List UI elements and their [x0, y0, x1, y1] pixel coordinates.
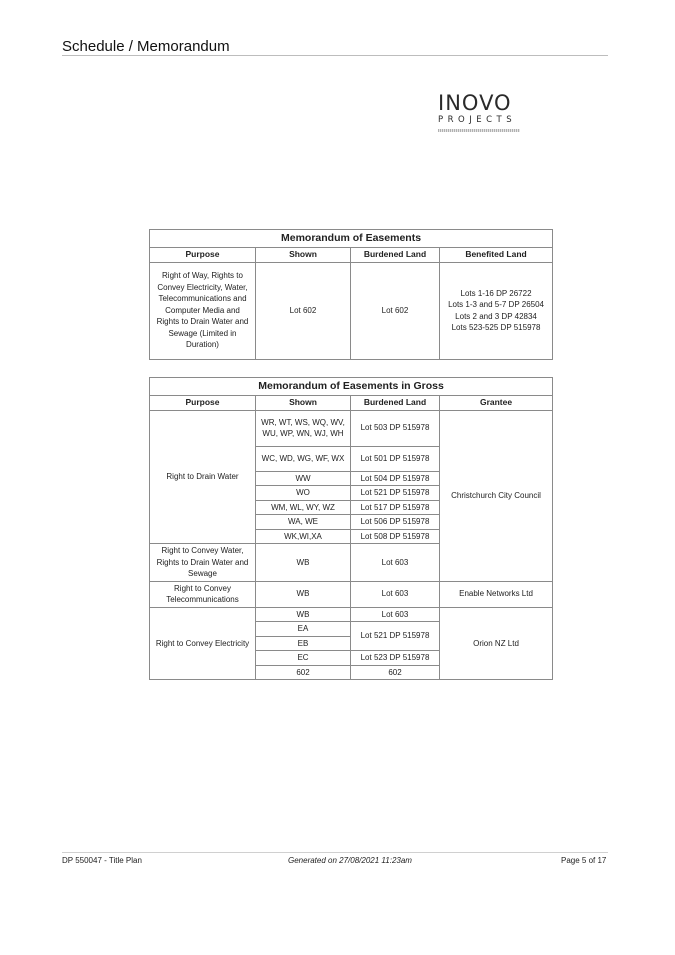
easements-table-title: Memorandum of Easements — [150, 230, 553, 248]
benefited-line: Lots 523-525 DP 515978 — [451, 323, 541, 332]
col-header-purpose: Purpose — [150, 248, 256, 263]
footer-generated-date: Generated on 27/08/2021 11:23am — [288, 856, 412, 865]
cell-burdened-land: Lot 517 DP 515978 — [351, 500, 440, 515]
easements-in-gross-title: Memorandum of Easements in Gross — [150, 378, 553, 396]
cell-shown: 602 — [256, 665, 351, 680]
cell-purpose: Right to Convey Electricity — [150, 607, 256, 680]
easements-table — [149, 229, 553, 360]
cell-shown: WB — [256, 607, 351, 622]
logo-bar — [438, 129, 520, 132]
logo-wordmark: INOVO — [438, 91, 512, 115]
cell-shown: WM, WL, WY, WZ — [256, 500, 351, 515]
cell-shown: WK,WI,XA — [256, 529, 351, 544]
page-header-title: Schedule / Memorandum — [62, 38, 230, 55]
cell-shown: WO — [256, 486, 351, 501]
col-header-grantee: Grantee — [440, 396, 553, 411]
col-header-shown: Shown — [256, 248, 351, 263]
cell-purpose: Right to Convey Water, Rights to Drain Water and Sewage — [150, 544, 256, 582]
cell-shown: WC, WD, WG, WF, WX — [256, 446, 351, 471]
cell-burdened-land: Lot 521 DP 515978 — [351, 622, 440, 651]
cell-shown: WW — [256, 471, 351, 486]
cell-grantee: Orion NZ Ltd — [440, 607, 553, 680]
cell-burdened-land: Lot 504 DP 515978 — [351, 471, 440, 486]
footer-page-number: Page 5 of 17 — [561, 856, 607, 865]
benefited-line: Lots 1-3 and 5-7 DP 26504 — [448, 300, 544, 309]
cell-burdened-land: Lot 508 DP 515978 — [351, 529, 440, 544]
table-row — [150, 262, 553, 359]
cell-shown: WB — [256, 581, 351, 607]
col-header-burdened-land: Burdened Land — [351, 396, 440, 411]
table-row — [150, 410, 553, 446]
table-row — [150, 607, 553, 622]
cell-burdened-land: Lot 603 — [351, 581, 440, 607]
benefited-line: Lots 1-16 DP 26722 — [460, 288, 532, 298]
logo-subtitle: PROJECTS — [438, 115, 517, 125]
cell-shown: EC — [256, 651, 351, 666]
cell-burdened-land: Lot 506 DP 515978 — [351, 515, 440, 530]
cell-burdened-land: 602 — [351, 665, 440, 680]
cell-burdened-land: Lot 603 — [351, 607, 440, 622]
cell-grantee: Christchurch City Council — [440, 410, 553, 581]
cell-burdened-land: Lot 602 — [351, 262, 440, 359]
cell-grantee: Enable Networks Ltd — [440, 581, 553, 607]
benefited-line: Lots 2 and 3 DP 42834 — [455, 311, 537, 321]
cell-purpose: Right of Way, Rights to Convey Electricity, Water, Telecommunications and Computer Media and Rights to Drain Water and Sewage (Limited in Duration) — [150, 262, 256, 359]
cell-benefited-land — [440, 262, 553, 359]
cell-shown: WB — [256, 544, 351, 582]
col-header-burdened-land: Burdened Land — [351, 248, 440, 263]
cell-burdened-land: Lot 521 DP 515978 — [351, 486, 440, 501]
table-row — [150, 581, 553, 607]
company-logo — [438, 92, 528, 137]
cell-burdened-land: Lot 523 DP 515978 — [351, 651, 440, 666]
cell-shown: EA — [256, 622, 351, 637]
cell-burdened-land: Lot 501 DP 515978 — [351, 446, 440, 471]
cell-burdened-land: Lot 503 DP 515978 — [351, 410, 440, 446]
col-header-benefited-land: Benefited Land — [440, 248, 553, 263]
cell-purpose: Right to Drain Water — [150, 410, 256, 544]
cell-burdened-land: Lot 603 — [351, 544, 440, 582]
col-header-purpose: Purpose — [150, 396, 256, 411]
cell-shown: Lot 602 — [256, 262, 351, 359]
col-header-shown: Shown — [256, 396, 351, 411]
header-divider — [62, 55, 608, 56]
footer-divider — [62, 852, 608, 853]
cell-shown: WA, WE — [256, 515, 351, 530]
footer-plan-reference: DP 550047 - Title Plan — [62, 856, 142, 865]
cell-shown: WR, WT, WS, WQ, WV, WU, WP, WN, WJ, WH — [256, 410, 351, 446]
cell-purpose: Right to Convey Telecommunications — [150, 581, 256, 607]
easements-in-gross-table — [149, 377, 553, 680]
cell-shown: EB — [256, 636, 351, 651]
